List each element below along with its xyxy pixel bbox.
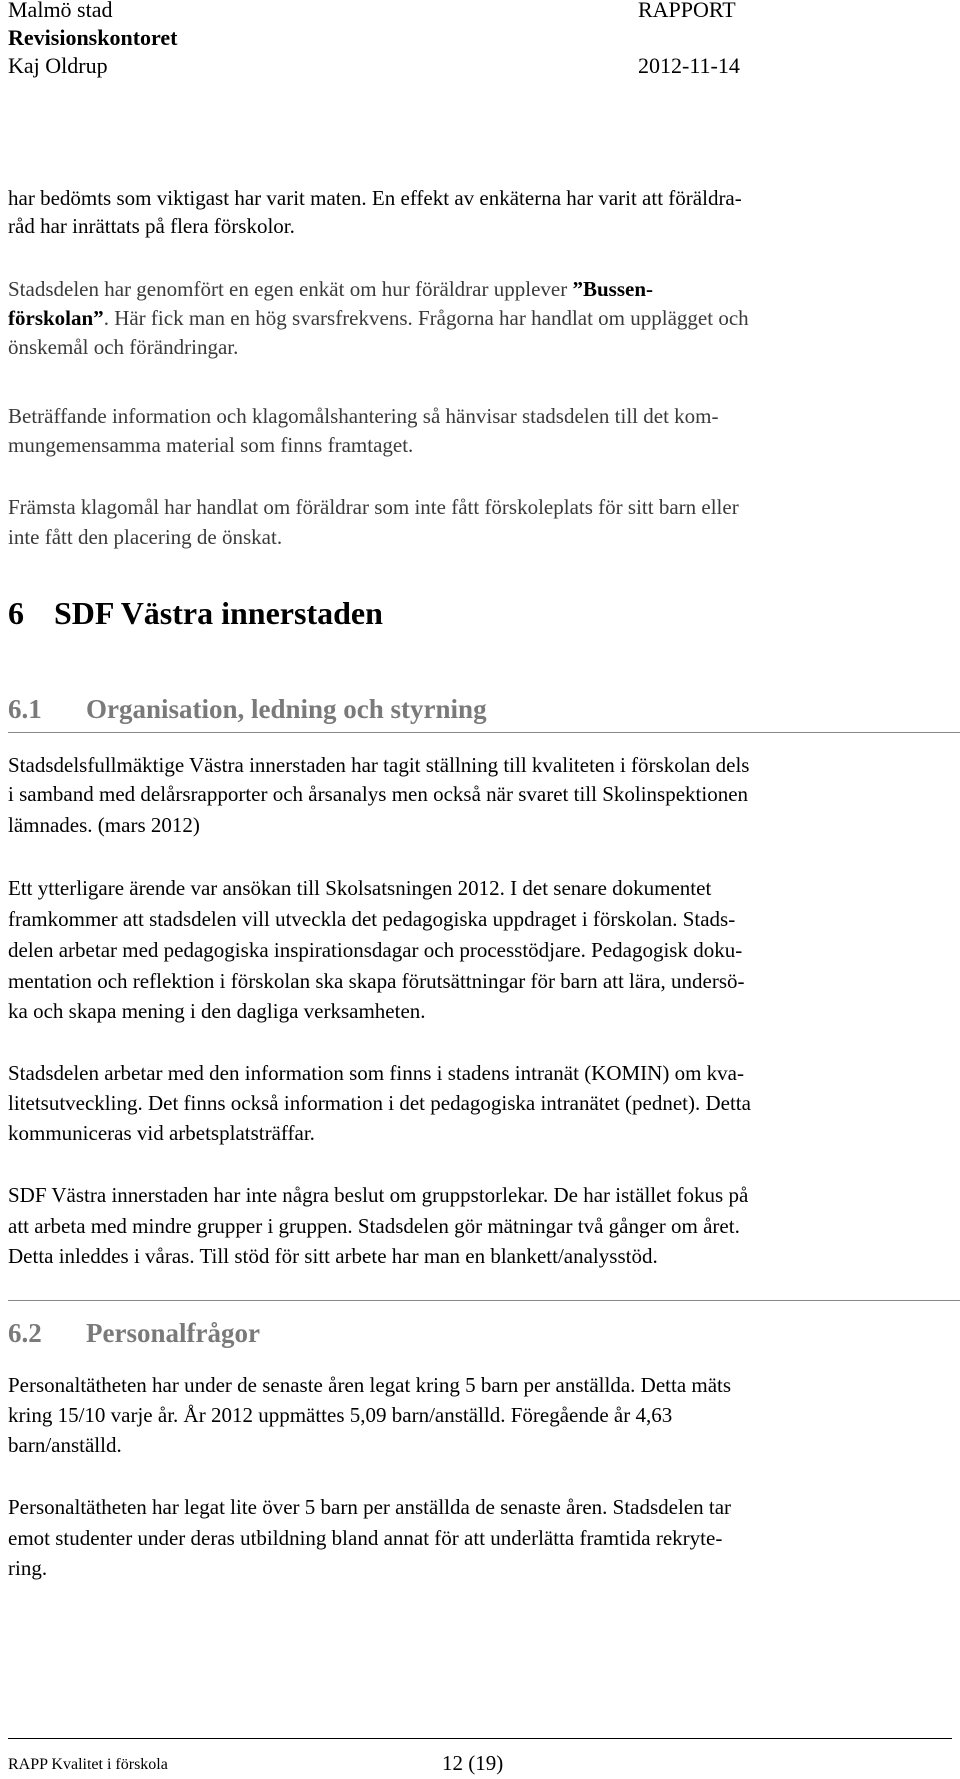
body-line: Stadsdelsfullmäktige Västra innerstaden har tagit ställning till kvaliteten i förskolan dels (8, 753, 750, 777)
section-heading (8, 595, 383, 632)
body-line: önskemål och förändringar. (8, 335, 239, 359)
body-line: ring. (8, 1556, 48, 1580)
body-line: lämnades. (mars 2012) (8, 813, 200, 837)
body-line: Personaltätheten har legat lite över 5 barn per anställda de senaste åren. Stadsdelen tar (8, 1495, 732, 1519)
text-run: Stadsdelen har genomfört en egen enkät om hur föräldrar upplever (8, 277, 573, 301)
subsection-heading (8, 694, 487, 725)
header-author: Kaj Oldrup (8, 53, 108, 78)
body-line: kommuniceras vid arbetsplatsträffar. (8, 1121, 315, 1145)
body-line (8, 305, 749, 331)
footer-page-number: 12 (19) (442, 1751, 504, 1775)
body-line: Beträffande information och klagomålshantering så hänvisar stadsdelen till det kom- (8, 404, 719, 428)
body-line: mungemensamma material som finns framtaget. (8, 433, 414, 457)
subsection-heading (8, 1318, 260, 1349)
subsection-title: Personalfrågor (86, 1318, 260, 1348)
body-line: Ett ytterligare ärende var ansökan till Skolsatsningen 2012. I det senare dokumentet (8, 876, 712, 900)
section-title: SDF Västra innerstaden (54, 595, 383, 631)
text-run-bold: ”Bussen- (572, 277, 653, 301)
header-date: 2012-11-14 (638, 53, 740, 78)
header-doc-type: RAPPORT (638, 0, 736, 22)
body-line: ka och skapa mening i den dagliga verksamheten. (8, 999, 426, 1023)
body-line: emot studenter under deras utbildning bland annat för att underlätta framtida rekryte- (8, 1526, 723, 1550)
subsection-number: 6.2 (8, 1318, 42, 1348)
body-line: litetsutveckling. Det finns också information i det pedagogiska intranätet (pednet). Detta (8, 1091, 751, 1115)
body-line: i samband med delårsrapporter och årsanalys men också när svaret till Skolinspektionen (8, 782, 749, 806)
section-number: 6 (8, 595, 24, 631)
body-line: delen arbetar med pedagogiska inspirationsdagar och processtödjare. Pedagogisk doku- (8, 938, 743, 962)
heading-rule (8, 732, 960, 733)
body-line: barn/anställd. (8, 1433, 122, 1457)
subsection-title: Organisation, ledning och styrning (86, 694, 487, 724)
body-line: SDF Västra innerstaden har inte några beslut om gruppstorlekar. De har istället fokus på (8, 1183, 749, 1207)
body-line: Personaltätheten har under de senaste åren legat kring 5 barn per anställda. Detta mäts (8, 1373, 732, 1397)
text-run: . Här fick man en hög svarsfrekvens. Frågorna har handlat om upplägget och (103, 306, 749, 330)
body-line: har bedömts som viktigast har varit maten. En effekt av enkäterna har varit att föräldra- (8, 186, 742, 210)
body-line (8, 276, 653, 302)
body-line: Detta inleddes i våras. Till stöd för sitt arbete har man en blankett/analysstöd. (8, 1244, 658, 1268)
heading-rule (8, 1300, 960, 1301)
body-line: Främsta klagomål har handlat om föräldrar som inte fått förskoleplats för sitt barn eller (8, 495, 739, 519)
body-line: inte fått den placering de önskat. (8, 525, 283, 549)
body-line: råd har inrättats på flera förskolor. (8, 214, 295, 238)
body-line: mentation och reflektion i förskolan ska skapa förutsättningar för barn att lära, undersö- (8, 969, 745, 993)
header-dept: Revisionskontoret (8, 25, 178, 50)
footer-rule (8, 1738, 952, 1739)
body-line: framkommer att stadsdelen vill utveckla det pedagogiska uppdraget i förskolan. Stads- (8, 907, 736, 931)
body-line: kring 15/10 varje år. År 2012 uppmättes 5,09 barn/anställd. Föregående år 4,63 (8, 1403, 673, 1427)
header-org: Malmö stad (8, 0, 113, 22)
subsection-number: 6.1 (8, 694, 42, 724)
footer-doc-name: RAPP Kvalitet i förskola (8, 1756, 168, 1773)
body-line: Stadsdelen arbetar med den information som finns i stadens intranät (KOMIN) om kva- (8, 1061, 744, 1085)
body-line: att arbeta med mindre grupper i gruppen. Stadsdelen gör mätningar två gånger om året. (8, 1214, 740, 1238)
text-run-bold: förskolan” (8, 306, 104, 330)
